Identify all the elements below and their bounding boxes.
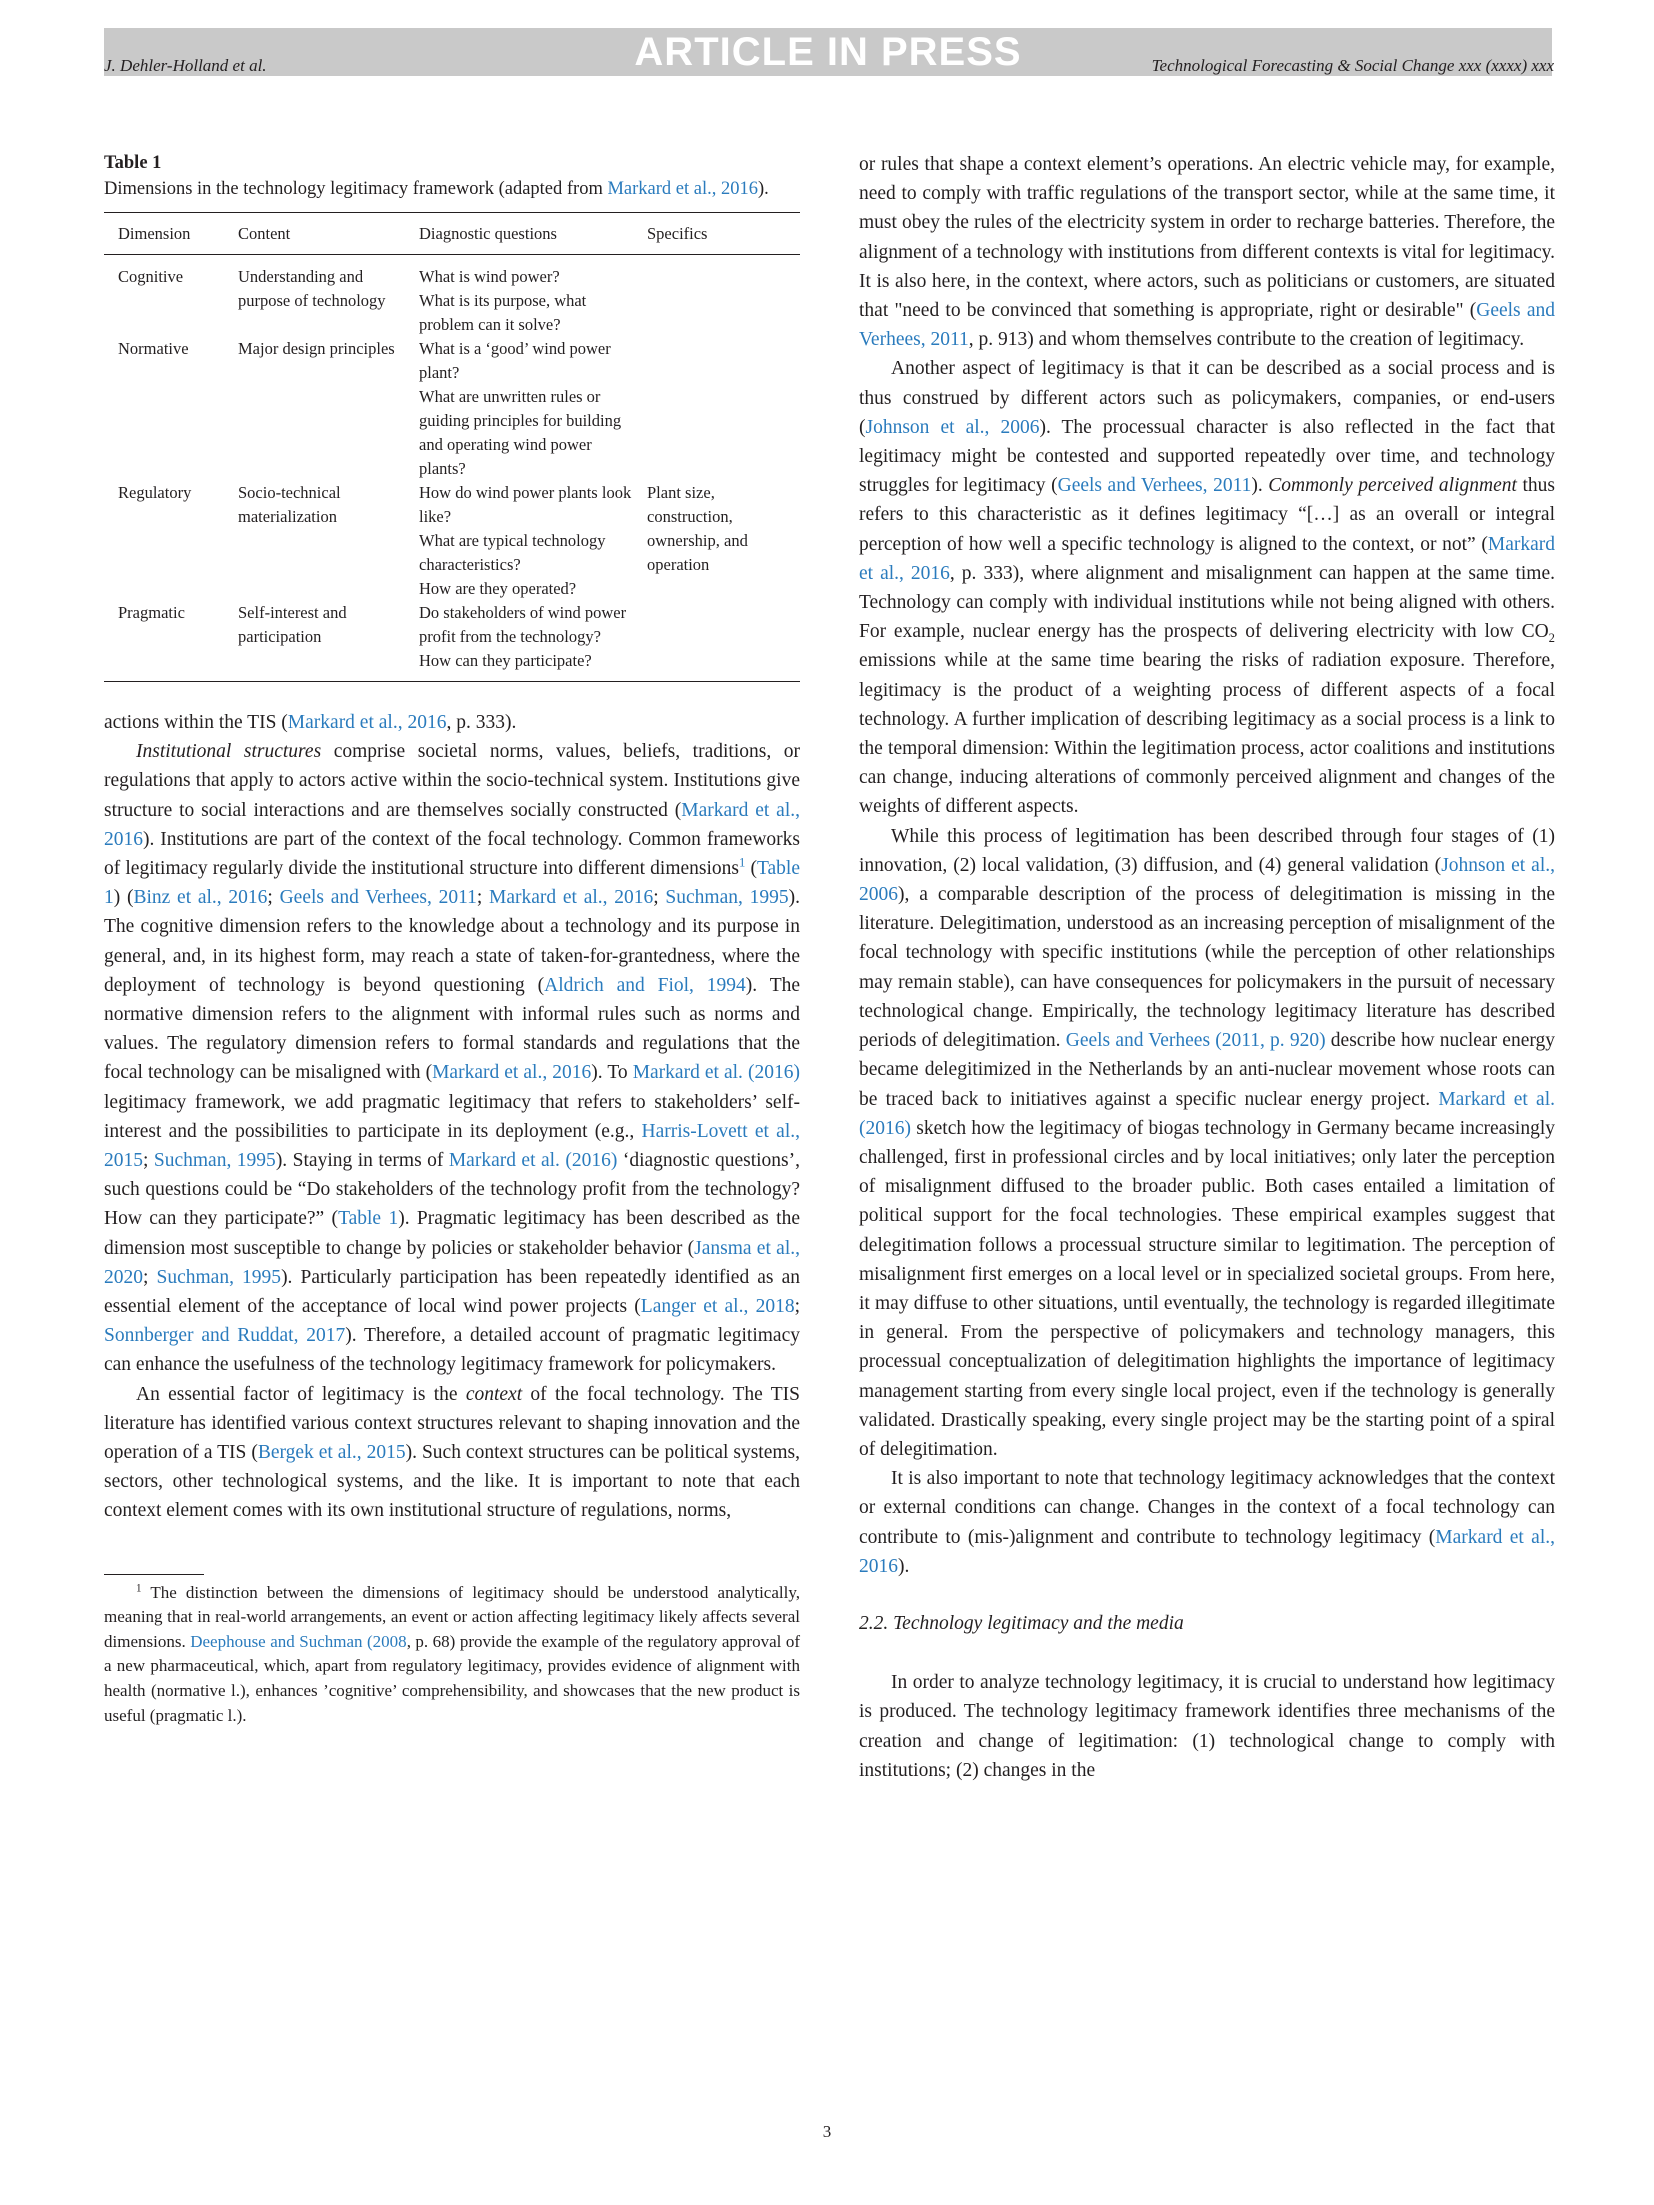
table-cell <box>633 601 800 682</box>
citation-link[interactable]: Markard et al. (2016) <box>632 1062 800 1084</box>
citation-link[interactable]: Geels and Verhees, 2011 <box>279 887 477 909</box>
table-cell: Normative <box>118 339 189 358</box>
citation-link[interactable]: Geels and Verhees (2011, p. 920) <box>1065 1030 1326 1052</box>
citation-link[interactable]: Suchman, 1995 <box>665 887 789 909</box>
paragraph: In order to analyze technology legitimacy, it is crucial to understand how legitimacy is produced. The technology legitimacy framework identifies three mechanisms of the creation and change of legitimation: (1) technological change to comply with institutions; (2) changes in the <box>859 1672 1555 1781</box>
paragraph: While this process of legitimation has been described through four stages of (1) innovation, (2) local validation, (3) diffusion, and (4) general validation (Johnson et al., 2006), a comparable description of the process of delegitimation is missing in the literature. Delegitimation, understood as an increasing perception of misalignment of the focal technology with specific institutions (while the perception of other relationships may remain stable), can have consequences for policymakers in the pursuit of necessary technological change. Empirically, the technology legitimacy literature has described periods of delegitimation. Geels and Verhees (2011, p. 920) describe how nuclear energy became delegitimized in the Netherlands by an anti-nuclear movement whose roots can be traced back to initiatives against a specific nuclear energy project. Markard et al. (2016) sketch how the legitimacy of biogas technology in Germany became increasingly challenged, first in professional circles and by local initiatives; only later the perception of misalignment diffused to the broader public. Both cases entailed a limitation of political support for the focal technologies. These empirical examples suggest that delegitimation follows a processual structure similar to legitimation. The perception of misalignment first emerges on a local level or in specialized societal groups. From here, it may diffuse to other situations, until eventually, the technology is regarded illegitimate in general. From the perspective of policymakers and technology managers, this processual conceptualization of delegitimation highlights the importance of legitimacy management starting from every single local project, even if the technology is generally validated. Drastically speaking, every single project may be the starting point of a spiral of delegitimation. <box>859 825 1556 1460</box>
column-header: Content <box>224 213 405 255</box>
paragraph: Institutional structures comprise societal norms, values, beliefs, traditions, or regulations that apply to actors active within the socio-technical system. Institutions give structure to social interactions and are themselves socially constructed (Markard et al., 2016). Institutions are part of the context of the focal technology. Common frameworks of legitimacy regularly divide the institutional structure into different dimensions$^1$ (Table 1) (Binz et al., 2016; Geels and Verhees, 2011; Markard et al., 2016; Suchman, 1995). The cognitive dimension refers to the knowledge about a technology and its purpose in general, and, in its highest form, may reach a state of taken-for-grantedness, where the deployment of technology is beyond questioning (Aldrich and Fiol, 1994). The normative dimension refers to the alignment with informal rules such as norms and values. The regulatory dimension refers to formal standards and regulations that the focal technology can be misaligned with (Markard et al., 2016). To Markard et al. (2016) legitimacy framework, we add pragmatic legitimacy that refers to stakeholders’ self-interest and the possibilities to participate in its deployment (e.g., Harris-Lovett et al., 2015; Suchman, 1995). Staying in terms of Markard et al. (2016) ‘diagnostic questions’, such questions could be “Do stakeholders of the technology profit from the technology? How can they participate?” (Table 1). Pragmatic legitimacy has been described as the dimension most susceptible to change by policies or stakeholder behavior (Jansma et al., 2020; Suchman, 1995). Particularly participation has been repeatedly identified as an essential element of the acceptance of local wind power projects (Langer et al., 2018; Sonnberger and Ruddat, 2017). Therefore, a detailed account of pragmatic legitimacy can enhance the usefulness of the technology legitimacy framework for policymakers. <box>104 741 801 1376</box>
footnote-divider <box>104 1574 204 1575</box>
citation-link[interactable]: Markard et al., 2016 <box>432 1062 592 1084</box>
paragraph: It is also important to note that technology legitimacy acknowledges that the context or external conditions can change. Changes in the context of a focal technology can contribute to (mis-)alignment and contribute to technology legitimacy (Markard et al., 2016). <box>859 1468 1555 1577</box>
citation-link[interactable]: Suchman, 1995 <box>156 1266 282 1288</box>
citation-link[interactable]: Markard et al., 2016 <box>859 1526 1555 1577</box>
emphasis: context <box>465 1383 523 1405</box>
citation-link[interactable]: Suchman, 1995 <box>153 1150 276 1172</box>
left-column <box>104 150 800 1728</box>
citation-link[interactable]: Johnson et al., 2006 <box>865 416 1040 438</box>
table-row <box>104 481 800 601</box>
table-cell: Do stakeholders of wind power profit from the technology? How can they participate? <box>405 601 633 682</box>
table-cell: How do wind power plants look like? What are typical technology characteristics? How are they operated? <box>419 483 632 598</box>
citation-link[interactable]: Markard et al. (2016) <box>859 1088 1555 1139</box>
footnote: $^1$ The distinction between the dimensions of legitimacy should be understood analytically, meaning that in real-world arrangements, an event or action affecting legitimacy likely affects several dimensions. Deephouse and Suchman (2008, p. 68) provide the example of the regulatory approval of a new pharmaceutical, which, apart from regulatory legitimacy, provides evidence of alignment with health (normative l.), enhances ’cognitive’ comprehensibility, and showcases that the new product is useful (pragmatic l.). <box>104 1582 800 1725</box>
paragraph: An essential factor of legitimacy is the context of the focal technology. The TIS literature has identified various context structures relevant to shaping innovation and the operation of a TIS (Bergek et al., 2015). Such context structures can be political systems, sectors, other technological systems, and the like. It is important to note that each context element comes with its own institutional structure of regulations, norms, <box>104 1383 801 1522</box>
footnote-marker[interactable]: 1 <box>739 855 746 870</box>
table-cell: Plant size, construction, ownership, and operation <box>647 483 748 574</box>
table-reference-link[interactable]: Table 1 <box>338 1208 399 1230</box>
table-cell: What is wind power? What is its purpose, what problem can it solve? <box>419 267 587 334</box>
column-header: Diagnostic questions <box>405 213 633 255</box>
banner-text: ARTICLE IN PRESS <box>634 29 1022 74</box>
table-header-row <box>104 213 800 255</box>
table-cell: What is a ‘good’ wind power plant? What are unwritten rules or guiding principles for building and operating wind power plants? <box>419 339 622 478</box>
subscript: 2 <box>1548 631 1555 646</box>
citation-link[interactable]: Geels and Verhees, 2011 <box>859 300 1555 351</box>
table-cell <box>633 337 800 481</box>
subsection-heading: 2.2. Technology legitimacy and the media <box>859 1612 1184 1634</box>
citation-link[interactable]: Sonnberger and Ruddat, 2017 <box>104 1325 346 1347</box>
paragraph: actions within the TIS (Markard et al., 2016, p. 333). <box>104 712 517 733</box>
citation-link[interactable]: Harris-Lovett et al., 2015 <box>104 1120 800 1172</box>
table-caption: Dimensions in the technology legitimacy framework (adapted from Markard et al., 2016). <box>104 179 769 199</box>
table-title: Table 1 <box>104 153 162 173</box>
table-cell: Self-interest and participation <box>224 601 405 682</box>
citation-link[interactable]: Geels and Verhees, 2011 <box>1057 475 1252 497</box>
citation-link[interactable]: Markard et al., 2016 <box>607 179 758 199</box>
emphasis: Commonly perceived alignment <box>1268 475 1517 497</box>
table-cell: Socio-technical materialization <box>238 483 341 526</box>
running-header-journal: Technological Forecasting & Social Change xxx (xxxx) xxx <box>1151 56 1554 75</box>
paragraph: or rules that shape a context element’s operations. An electric vehicle may, for example, need to comply with traffic regulations of the transport sector, while at the same time, it must obey the rules of the electricity system in order to recharge batteries. Therefore, the alignment of a technology with institutions from different contexts is vital for legitimacy. It is also here, in the context, where actors, such as politicians or customers, are situated that "need to be convinced that something is appropriate, right or desirable" (Geels and Verhees, 2011, p. 913) and whom themselves contribute to the creation of legitimacy. <box>859 154 1555 351</box>
citation-link[interactable]: Markard et al., 2016 <box>489 887 654 909</box>
table-row <box>104 601 800 682</box>
table-cell: Regulatory <box>118 483 192 502</box>
table-1 <box>104 150 800 682</box>
citation-link[interactable]: Deephouse and Suchman (2008 <box>190 1631 407 1651</box>
page-number: 3 <box>822 2122 832 2141</box>
citation-link[interactable]: Markard et al., 2016 <box>859 533 1555 584</box>
paragraph: Another aspect of legitimacy is that it can be described as a social process and is thus construed by different actors such as policymakers, companies, or end-users (Johnson et al., 2006). The processual character is also reflected in the fact that legitimacy might be contested and supported repeatedly over time, and technology struggles for legitimacy (Geels and Verhees, 2011). Commonly perceived alignment thus refers to this characteristic as it defines legitimacy “[…] as an overall or integral perception of how well a specific technology is aligned to the context, or not” (Markard et al., 2016, p. 333), where alignment and misalignment can happen at the same time. Technology can comply with individual institutions while not being aligned with others. For example, nuclear energy has the prospects of delivering electricity with low $CO_2$ emissions while at the same time bearing the risks of radiation exposure. Therefore, legitimacy is the product of a weighting process of different aspects of a focal technology. A further implication of describing legitimacy as a social process is a link to the temporal dimension: Within the legitimation process, actor coalitions and institutions can change, inducing alterations of commonly perceived alignment and changes of the weights of different aspects. <box>859 358 1555 818</box>
citation-link[interactable]: Aldrich and Fiol, 1994 <box>544 974 746 996</box>
running-header-authors: J. Dehler-Holland et al. <box>104 56 267 75</box>
table-cell <box>633 255 800 338</box>
column-header: Dimension <box>104 213 224 255</box>
citation-link[interactable]: Binz et al., 2016 <box>133 887 268 909</box>
right-column <box>859 150 1555 1785</box>
citation-link[interactable]: Langer et al., 2018 <box>640 1296 795 1318</box>
table-cell: Major design principles <box>238 339 395 358</box>
table-row <box>104 255 800 338</box>
citation-link[interactable]: Markard et al., 2016 <box>287 712 447 733</box>
legitimacy-dimensions-table <box>104 212 800 682</box>
citation-link[interactable]: Bergek et al., 2015 <box>257 1442 406 1464</box>
table-cell: Pragmatic <box>104 601 224 682</box>
citation-link[interactable]: Jansma et al., 2020 <box>104 1237 800 1288</box>
table-row <box>104 337 800 481</box>
table-cell: Cognitive <box>118 267 184 286</box>
citation-link[interactable]: Johnson et al., 2006 <box>859 854 1556 906</box>
column-header: Specifics <box>633 213 800 255</box>
table-cell: Understanding and purpose of technology <box>238 267 386 310</box>
emphasis: Institutional structures <box>136 741 322 763</box>
citation-link[interactable]: Markard et al., 2016 <box>104 799 800 850</box>
footnote-number: 1 <box>136 1582 142 1595</box>
citation-link[interactable]: Markard et al. (2016) <box>448 1150 618 1172</box>
table-reference-link[interactable]: Table 1 <box>104 858 800 909</box>
